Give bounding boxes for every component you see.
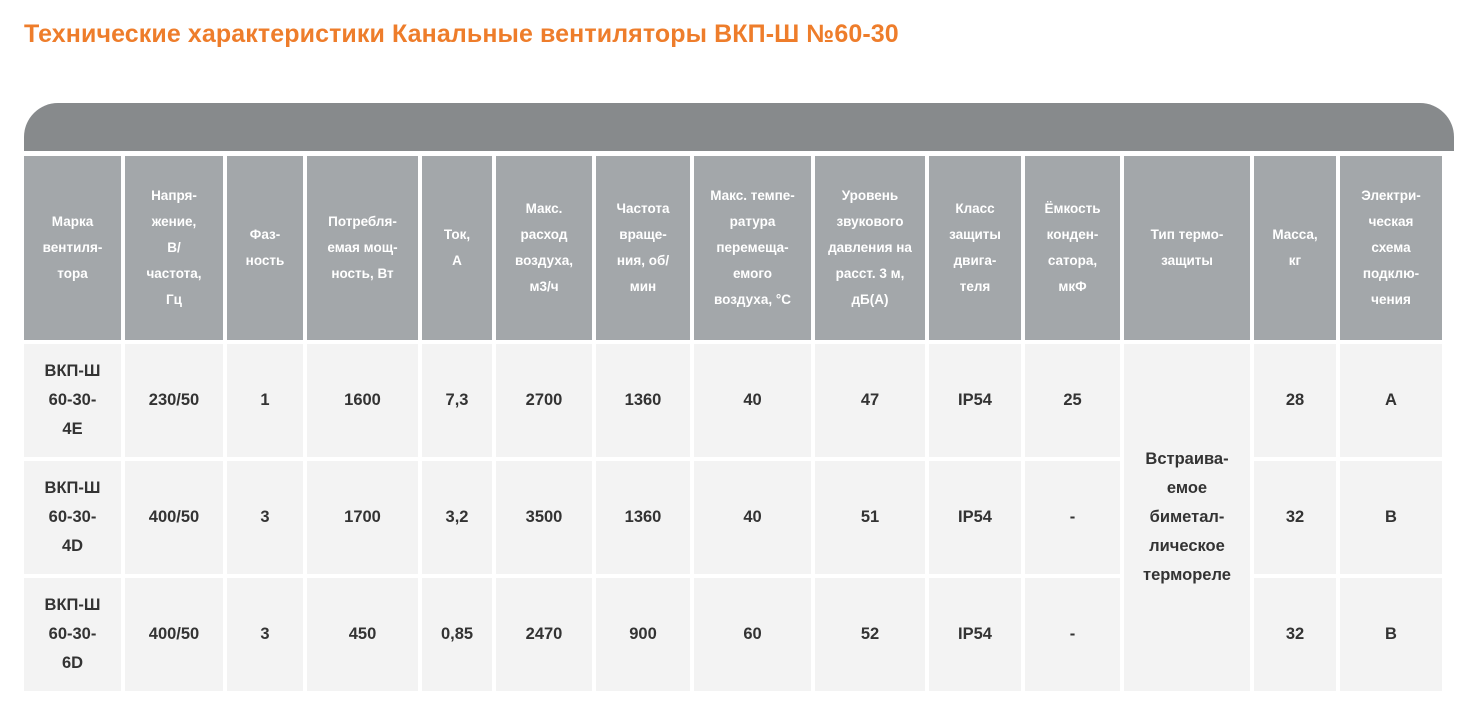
header-thermal-protection: Тип термо-защиты <box>1124 156 1250 340</box>
table-header-bar <box>24 103 1454 151</box>
cell-thermal-protection: Встраива-емое биметал-лическое термореле <box>1124 344 1250 691</box>
cell-noise: 51 <box>815 461 925 574</box>
header-current: Ток, А <box>422 156 492 340</box>
cell-protection: IP54 <box>929 578 1021 691</box>
cell-max-temp: 40 <box>694 344 811 457</box>
cell-current: 3,2 <box>422 461 492 574</box>
cell-airflow: 3500 <box>496 461 592 574</box>
header-speed: Частота враще-ния, об/ мин <box>596 156 690 340</box>
cell-power: 450 <box>307 578 418 691</box>
header-protection: Класс защиты двига-теля <box>929 156 1021 340</box>
header-capacitor: Ёмкость конден-сатора, мкФ <box>1025 156 1120 340</box>
cell-capacitor: 25 <box>1025 344 1120 457</box>
cell-noise: 52 <box>815 578 925 691</box>
cell-phases: 1 <box>227 344 303 457</box>
cell-mass: 32 <box>1254 578 1336 691</box>
cell-power: 1700 <box>307 461 418 574</box>
header-mass: Масса, кг <box>1254 156 1336 340</box>
cell-capacitor: - <box>1025 578 1120 691</box>
header-airflow: Макс. расход воздуха, м3/ч <box>496 156 592 340</box>
cell-speed: 900 <box>596 578 690 691</box>
cell-phases: 3 <box>227 578 303 691</box>
cell-voltage: 230/50 <box>125 344 223 457</box>
cell-model: ВКП-Ш 60-30-4D <box>24 461 121 574</box>
header-model: Марка вентиля-тора <box>24 156 121 340</box>
cell-power: 1600 <box>307 344 418 457</box>
cell-airflow: 2700 <box>496 344 592 457</box>
table-header-row <box>24 156 1442 340</box>
cell-speed: 1360 <box>596 461 690 574</box>
cell-phases: 3 <box>227 461 303 574</box>
table-row <box>24 344 1442 457</box>
cell-scheme: B <box>1340 461 1442 574</box>
header-phases: Фаз-ность <box>227 156 303 340</box>
cell-mass: 32 <box>1254 461 1336 574</box>
header-noise: Уровень звукового давления на расст. 3 м, дБ(А) <box>815 156 925 340</box>
cell-voltage: 400/50 <box>125 578 223 691</box>
cell-scheme: B <box>1340 578 1442 691</box>
header-power: Потребля-емая мощ-ность, Вт <box>307 156 418 340</box>
cell-protection: IP54 <box>929 461 1021 574</box>
specs-table <box>20 152 1446 695</box>
cell-model: ВКП-Ш 60-30-4E <box>24 344 121 457</box>
cell-model: ВКП-Ш 60-30-6D <box>24 578 121 691</box>
cell-current: 0,85 <box>422 578 492 691</box>
page-title: Технические характеристики Канальные вентиляторы ВКП-Ш №60-30 <box>24 20 899 48</box>
header-scheme: Электри-ческая схема подклю-чения <box>1340 156 1442 340</box>
cell-speed: 1360 <box>596 344 690 457</box>
cell-protection: IP54 <box>929 344 1021 457</box>
cell-capacitor: - <box>1025 461 1120 574</box>
cell-mass: 28 <box>1254 344 1336 457</box>
cell-max-temp: 60 <box>694 578 811 691</box>
header-voltage: Напря-жение, В/ частота, Гц <box>125 156 223 340</box>
cell-airflow: 2470 <box>496 578 592 691</box>
cell-current: 7,3 <box>422 344 492 457</box>
cell-voltage: 400/50 <box>125 461 223 574</box>
cell-scheme: A <box>1340 344 1442 457</box>
header-max-temp: Макс. темпе-ратура перемеща-емого воздуха, °С <box>694 156 811 340</box>
cell-noise: 47 <box>815 344 925 457</box>
cell-max-temp: 40 <box>694 461 811 574</box>
